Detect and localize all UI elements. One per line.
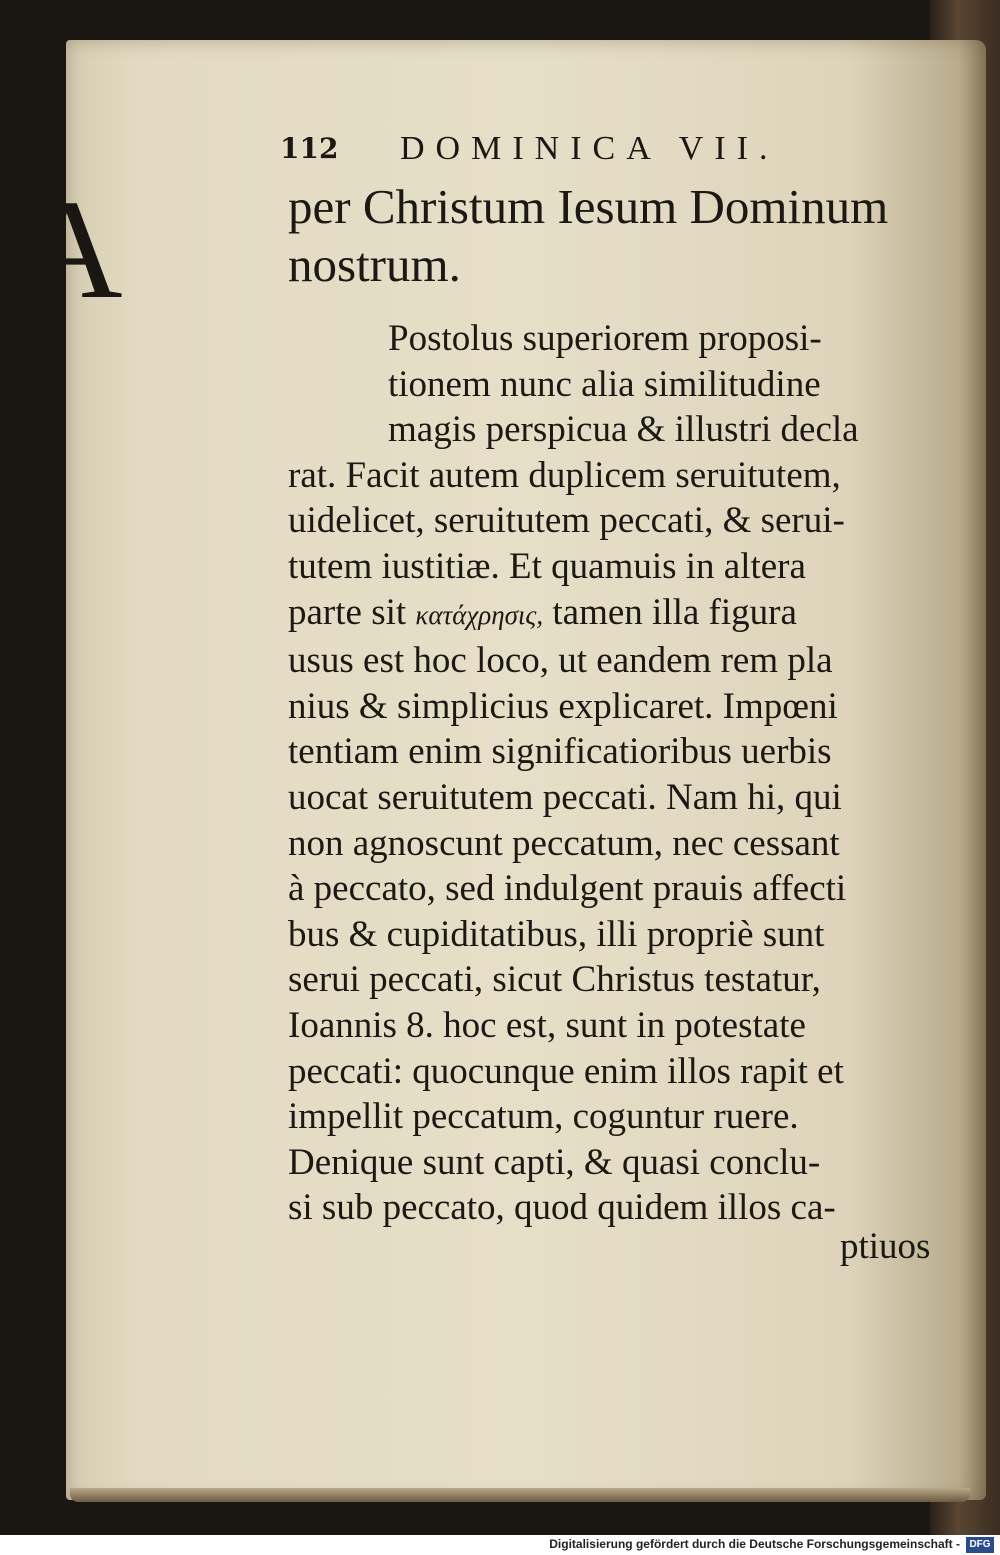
catchword: ptiuos — [840, 1226, 931, 1267]
body-line: impellit peccatum, coguntur ruere. — [288, 1096, 799, 1138]
body-line: peccati: quocunque enim illos rapit et — [288, 1050, 844, 1092]
footer-bar — [0, 1535, 1000, 1555]
body-line: Ioannis 8. hoc est, sunt in potestate — [288, 1004, 806, 1046]
page-bottom-edge — [70, 1488, 970, 1502]
body-line: uidelicet, seruitutem peccati, & serui- — [288, 500, 845, 542]
drop-cap-initial: A — [20, 170, 123, 328]
funding-credit: Digitalisierung gefördert durch die Deutsche Forschungsgemeinschaft - — [549, 1537, 960, 1551]
body-line-start: parte sit — [288, 591, 407, 633]
body-line: tionem nunc alia similitudine — [388, 363, 821, 405]
body-line: uocat seruitutem peccati. Nam hi, qui — [288, 776, 842, 818]
greek-word: κατάχρησις, — [415, 599, 544, 630]
page-number: 112 — [280, 132, 339, 165]
text-block — [288, 178, 948, 1229]
body-line: magis perspicua & illustri decla — [388, 409, 859, 451]
body-line: rat. Facit autem duplicem seruitutem, — [288, 454, 841, 496]
body-line: si sub peccato, quod quidem illos ca- — [288, 1187, 836, 1229]
body-line: tutem iustitiæ. Et quamuis in altera — [288, 545, 806, 587]
body-line-end: tamen illa figura — [552, 591, 797, 633]
body-line: tentiam enim significatioribus uerbis — [288, 731, 832, 773]
body-line: serui peccati, sicut Christus testatur, — [288, 959, 821, 1001]
dfg-logo-icon: DFG — [966, 1537, 994, 1553]
body-line-with-greek — [288, 590, 948, 639]
body-line: bus & cupiditatibus, illi propriè sunt — [288, 913, 825, 955]
body-line: à peccato, sed indulgent prauis affecti — [288, 868, 847, 910]
body-line: Denique sunt capti, & quasi conclu- — [288, 1141, 821, 1183]
body-paragraph — [288, 316, 948, 1231]
page-header — [280, 128, 800, 174]
running-title: DOMINICA VII. — [400, 130, 779, 167]
body-line: usus est hoc loco, ut eandem rem pla — [288, 640, 833, 682]
body-line: Postolus superiorem proposi- — [388, 318, 822, 359]
body-line: non agnoscunt peccatum, nec cessant — [288, 822, 840, 864]
title-line: per Christum Iesum Dominum — [288, 179, 889, 234]
title-line: nostrum. — [288, 237, 461, 292]
body-line: nius & simplicius explicaret. Impœni — [288, 685, 838, 727]
